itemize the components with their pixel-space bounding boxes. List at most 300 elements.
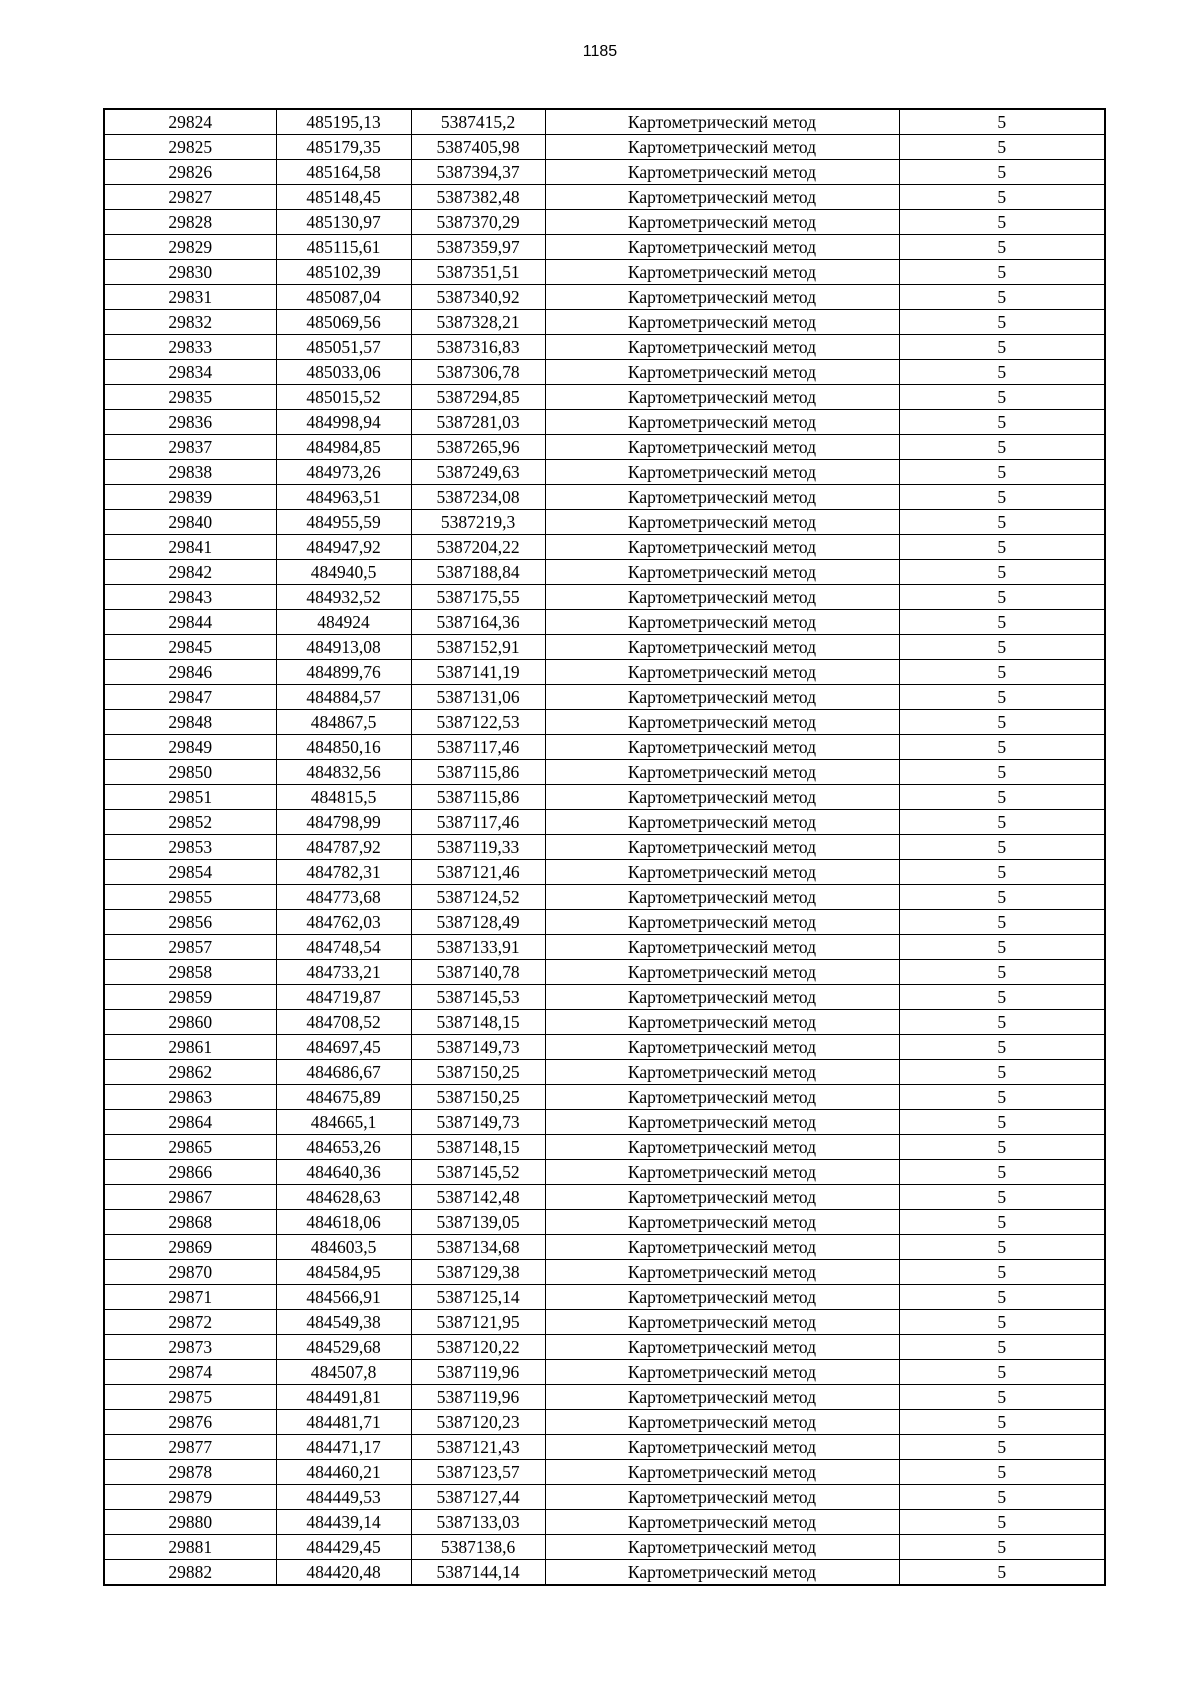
accuracy-cell: 5	[899, 635, 1105, 660]
table-row	[104, 385, 1105, 410]
x-coordinate-cell: 484653,26	[276, 1135, 411, 1160]
method-cell: Картометрический метод	[545, 1135, 899, 1160]
point-number-cell: 29877	[104, 1435, 276, 1460]
table-row	[104, 1385, 1105, 1410]
table-row	[104, 1260, 1105, 1285]
y-coordinate-cell: 5387121,46	[411, 860, 545, 885]
y-coordinate-cell: 5387340,92	[411, 285, 545, 310]
point-number-cell: 29866	[104, 1160, 276, 1185]
method-cell: Картометрический метод	[545, 1010, 899, 1035]
accuracy-cell: 5	[899, 1335, 1105, 1360]
accuracy-cell: 5	[899, 235, 1105, 260]
point-number-cell: 29829	[104, 235, 276, 260]
y-coordinate-cell: 5387139,05	[411, 1210, 545, 1235]
x-coordinate-cell: 484708,52	[276, 1010, 411, 1035]
table-row	[104, 510, 1105, 535]
point-number-cell: 29870	[104, 1260, 276, 1285]
y-coordinate-cell: 5387131,06	[411, 685, 545, 710]
x-coordinate-cell: 484471,17	[276, 1435, 411, 1460]
point-number-cell: 29844	[104, 610, 276, 635]
accuracy-cell: 5	[899, 1485, 1105, 1510]
x-coordinate-cell: 485015,52	[276, 385, 411, 410]
point-number-cell: 29825	[104, 135, 276, 160]
y-coordinate-cell: 5387249,63	[411, 460, 545, 485]
point-number-cell: 29860	[104, 1010, 276, 1035]
method-cell: Картометрический метод	[545, 1360, 899, 1385]
point-number-cell: 29872	[104, 1310, 276, 1335]
y-coordinate-cell: 5387127,44	[411, 1485, 545, 1510]
point-number-cell: 29871	[104, 1285, 276, 1310]
y-coordinate-cell: 5387351,51	[411, 260, 545, 285]
table-row	[104, 210, 1105, 235]
table-row	[104, 360, 1105, 385]
point-number-cell: 29864	[104, 1110, 276, 1135]
point-number-cell: 29849	[104, 735, 276, 760]
y-coordinate-cell: 5387405,98	[411, 135, 545, 160]
x-coordinate-cell: 484618,06	[276, 1210, 411, 1235]
point-number-cell: 29843	[104, 585, 276, 610]
method-cell: Картометрический метод	[545, 635, 899, 660]
x-coordinate-cell: 484675,89	[276, 1085, 411, 1110]
method-cell: Картометрический метод	[545, 685, 899, 710]
table-row	[104, 335, 1105, 360]
accuracy-cell: 5	[899, 310, 1105, 335]
y-coordinate-cell: 5387124,52	[411, 885, 545, 910]
y-coordinate-cell: 5387359,97	[411, 235, 545, 260]
table-row	[104, 1460, 1105, 1485]
method-cell: Картометрический метод	[545, 109, 899, 135]
x-coordinate-cell: 484733,21	[276, 960, 411, 985]
coordinates-table	[103, 108, 1106, 1586]
method-cell: Картометрический метод	[545, 885, 899, 910]
accuracy-cell: 5	[899, 1085, 1105, 1110]
accuracy-cell: 5	[899, 760, 1105, 785]
table-row	[104, 1085, 1105, 1110]
accuracy-cell: 5	[899, 135, 1105, 160]
point-number-cell: 29841	[104, 535, 276, 560]
x-coordinate-cell: 484584,95	[276, 1260, 411, 1285]
method-cell: Картометрический метод	[545, 935, 899, 960]
table-row	[104, 810, 1105, 835]
table-row	[104, 935, 1105, 960]
method-cell: Картометрический метод	[545, 785, 899, 810]
y-coordinate-cell: 5387152,91	[411, 635, 545, 660]
x-coordinate-cell: 484640,36	[276, 1160, 411, 1185]
point-number-cell: 29867	[104, 1185, 276, 1210]
y-coordinate-cell: 5387234,08	[411, 485, 545, 510]
point-number-cell: 29838	[104, 460, 276, 485]
x-coordinate-cell: 484899,76	[276, 660, 411, 685]
y-coordinate-cell: 5387138,6	[411, 1535, 545, 1560]
x-coordinate-cell: 484762,03	[276, 910, 411, 935]
table-row	[104, 135, 1105, 160]
method-cell: Картометрический метод	[545, 435, 899, 460]
x-coordinate-cell: 484787,92	[276, 835, 411, 860]
x-coordinate-cell: 484973,26	[276, 460, 411, 485]
y-coordinate-cell: 5387415,2	[411, 109, 545, 135]
table-row	[104, 710, 1105, 735]
accuracy-cell: 5	[899, 1435, 1105, 1460]
method-cell: Картометрический метод	[545, 1160, 899, 1185]
point-number-cell: 29876	[104, 1410, 276, 1435]
x-coordinate-cell: 484773,68	[276, 885, 411, 910]
accuracy-cell: 5	[899, 435, 1105, 460]
table-row	[104, 109, 1105, 135]
x-coordinate-cell: 485148,45	[276, 185, 411, 210]
accuracy-cell: 5	[899, 560, 1105, 585]
point-number-cell: 29850	[104, 760, 276, 785]
table-row	[104, 1160, 1105, 1185]
accuracy-cell: 5	[899, 985, 1105, 1010]
x-coordinate-cell: 484460,21	[276, 1460, 411, 1485]
method-cell: Картометрический метод	[545, 1060, 899, 1085]
table-row	[104, 1535, 1105, 1560]
x-coordinate-cell: 484491,81	[276, 1385, 411, 1410]
method-cell: Картометрический метод	[545, 235, 899, 260]
accuracy-cell: 5	[899, 1260, 1105, 1285]
x-coordinate-cell: 484566,91	[276, 1285, 411, 1310]
x-coordinate-cell: 484940,5	[276, 560, 411, 585]
point-number-cell: 29851	[104, 785, 276, 810]
accuracy-cell: 5	[899, 160, 1105, 185]
table-row	[104, 885, 1105, 910]
x-coordinate-cell: 484507,8	[276, 1360, 411, 1385]
accuracy-cell: 5	[899, 1235, 1105, 1260]
table-row	[104, 1510, 1105, 1535]
x-coordinate-cell: 484984,85	[276, 435, 411, 460]
table-row	[104, 1135, 1105, 1160]
accuracy-cell: 5	[899, 1285, 1105, 1310]
point-number-cell: 29862	[104, 1060, 276, 1085]
x-coordinate-cell: 484955,59	[276, 510, 411, 535]
accuracy-cell: 5	[899, 1360, 1105, 1385]
y-coordinate-cell: 5387306,78	[411, 360, 545, 385]
x-coordinate-cell: 484697,45	[276, 1035, 411, 1060]
x-coordinate-cell: 485087,04	[276, 285, 411, 310]
y-coordinate-cell: 5387120,22	[411, 1335, 545, 1360]
point-number-cell: 29869	[104, 1235, 276, 1260]
method-cell: Картометрический метод	[545, 1435, 899, 1460]
accuracy-cell: 5	[899, 1460, 1105, 1485]
accuracy-cell: 5	[899, 510, 1105, 535]
accuracy-cell: 5	[899, 460, 1105, 485]
method-cell: Картометрический метод	[545, 1410, 899, 1435]
x-coordinate-cell: 484686,67	[276, 1060, 411, 1085]
table-row	[104, 1485, 1105, 1510]
y-coordinate-cell: 5387281,03	[411, 410, 545, 435]
method-cell: Картометрический метод	[545, 910, 899, 935]
accuracy-cell: 5	[899, 1560, 1105, 1586]
method-cell: Картометрический метод	[545, 960, 899, 985]
accuracy-cell: 5	[899, 735, 1105, 760]
y-coordinate-cell: 5387129,38	[411, 1260, 545, 1285]
accuracy-cell: 5	[899, 1385, 1105, 1410]
y-coordinate-cell: 5387316,83	[411, 335, 545, 360]
method-cell: Картометрический метод	[545, 1185, 899, 1210]
method-cell: Картометрический метод	[545, 260, 899, 285]
method-cell: Картометрический метод	[545, 610, 899, 635]
y-coordinate-cell: 5387204,22	[411, 535, 545, 560]
y-coordinate-cell: 5387150,25	[411, 1060, 545, 1085]
y-coordinate-cell: 5387125,14	[411, 1285, 545, 1310]
y-coordinate-cell: 5387145,52	[411, 1160, 545, 1185]
method-cell: Картометрический метод	[545, 1035, 899, 1060]
y-coordinate-cell: 5387117,46	[411, 810, 545, 835]
x-coordinate-cell: 485115,61	[276, 235, 411, 260]
point-number-cell: 29834	[104, 360, 276, 385]
table-row	[104, 785, 1105, 810]
page-number: 1185	[582, 43, 618, 60]
y-coordinate-cell: 5387164,36	[411, 610, 545, 635]
y-coordinate-cell: 5387175,55	[411, 585, 545, 610]
accuracy-cell: 5	[899, 610, 1105, 635]
method-cell: Картометрический метод	[545, 660, 899, 685]
x-coordinate-cell: 484832,56	[276, 760, 411, 785]
method-cell: Картометрический метод	[545, 1085, 899, 1110]
method-cell: Картометрический метод	[545, 1485, 899, 1510]
table-row	[104, 835, 1105, 860]
table-row	[104, 1210, 1105, 1235]
table-row	[104, 960, 1105, 985]
point-number-cell: 29873	[104, 1335, 276, 1360]
table-row	[104, 635, 1105, 660]
x-coordinate-cell: 485033,06	[276, 360, 411, 385]
table-row	[104, 1060, 1105, 1085]
method-cell: Картометрический метод	[545, 360, 899, 385]
accuracy-cell: 5	[899, 185, 1105, 210]
y-coordinate-cell: 5387370,29	[411, 210, 545, 235]
method-cell: Картометрический метод	[545, 1110, 899, 1135]
y-coordinate-cell: 5387150,25	[411, 1085, 545, 1110]
accuracy-cell: 5	[899, 835, 1105, 860]
x-coordinate-cell: 484947,92	[276, 535, 411, 560]
point-number-cell: 29880	[104, 1510, 276, 1535]
accuracy-cell: 5	[899, 910, 1105, 935]
accuracy-cell: 5	[899, 1060, 1105, 1085]
method-cell: Картометрический метод	[545, 1285, 899, 1310]
y-coordinate-cell: 5387148,15	[411, 1135, 545, 1160]
table-row	[104, 485, 1105, 510]
y-coordinate-cell: 5387141,19	[411, 660, 545, 685]
x-coordinate-cell: 484748,54	[276, 935, 411, 960]
table-row	[104, 985, 1105, 1010]
accuracy-cell: 5	[899, 785, 1105, 810]
method-cell: Картометрический метод	[545, 1260, 899, 1285]
accuracy-cell: 5	[899, 1210, 1105, 1235]
point-number-cell: 29831	[104, 285, 276, 310]
point-number-cell: 29865	[104, 1135, 276, 1160]
point-number-cell: 29839	[104, 485, 276, 510]
point-number-cell: 29868	[104, 1210, 276, 1235]
accuracy-cell: 5	[899, 410, 1105, 435]
accuracy-cell: 5	[899, 1135, 1105, 1160]
table-row	[104, 1335, 1105, 1360]
x-coordinate-cell: 484963,51	[276, 485, 411, 510]
method-cell: Картометрический метод	[545, 985, 899, 1010]
y-coordinate-cell: 5387119,96	[411, 1360, 545, 1385]
point-number-cell: 29847	[104, 685, 276, 710]
table-row	[104, 185, 1105, 210]
y-coordinate-cell: 5387382,48	[411, 185, 545, 210]
point-number-cell: 29859	[104, 985, 276, 1010]
point-number-cell: 29863	[104, 1085, 276, 1110]
point-number-cell: 29875	[104, 1385, 276, 1410]
table-row	[104, 585, 1105, 610]
table-row	[104, 1435, 1105, 1460]
method-cell: Картометрический метод	[545, 1510, 899, 1535]
table-row	[104, 685, 1105, 710]
point-number-cell: 29858	[104, 960, 276, 985]
accuracy-cell: 5	[899, 535, 1105, 560]
x-coordinate-cell: 484481,71	[276, 1410, 411, 1435]
y-coordinate-cell: 5387117,46	[411, 735, 545, 760]
y-coordinate-cell: 5387149,73	[411, 1110, 545, 1135]
accuracy-cell: 5	[899, 660, 1105, 685]
point-number-cell: 29837	[104, 435, 276, 460]
point-number-cell: 29882	[104, 1560, 276, 1586]
accuracy-cell: 5	[899, 1310, 1105, 1335]
table-row	[104, 410, 1105, 435]
method-cell: Картометрический метод	[545, 760, 899, 785]
table-row	[104, 1560, 1105, 1586]
method-cell: Картометрический метод	[545, 335, 899, 360]
method-cell: Картометрический метод	[545, 485, 899, 510]
accuracy-cell: 5	[899, 285, 1105, 310]
y-coordinate-cell: 5387142,48	[411, 1185, 545, 1210]
table-row	[104, 460, 1105, 485]
y-coordinate-cell: 5387140,78	[411, 960, 545, 985]
accuracy-cell: 5	[899, 585, 1105, 610]
point-number-cell: 29854	[104, 860, 276, 885]
method-cell: Картометрический метод	[545, 1310, 899, 1335]
table-row	[104, 1035, 1105, 1060]
x-coordinate-cell: 484932,52	[276, 585, 411, 610]
method-cell: Картометрический метод	[545, 1535, 899, 1560]
table-row	[104, 1010, 1105, 1035]
point-number-cell: 29836	[104, 410, 276, 435]
accuracy-cell: 5	[899, 860, 1105, 885]
accuracy-cell: 5	[899, 210, 1105, 235]
method-cell: Картометрический метод	[545, 410, 899, 435]
point-number-cell: 29832	[104, 310, 276, 335]
point-number-cell: 29828	[104, 210, 276, 235]
y-coordinate-cell: 5387134,68	[411, 1235, 545, 1260]
x-coordinate-cell: 485102,39	[276, 260, 411, 285]
accuracy-cell: 5	[899, 1185, 1105, 1210]
table-row	[104, 310, 1105, 335]
table-row	[104, 260, 1105, 285]
table-row	[104, 160, 1105, 185]
x-coordinate-cell: 484628,63	[276, 1185, 411, 1210]
x-coordinate-cell: 484420,48	[276, 1560, 411, 1586]
method-cell: Картометрический метод	[545, 1335, 899, 1360]
x-coordinate-cell: 484815,5	[276, 785, 411, 810]
point-number-cell: 29824	[104, 109, 276, 135]
method-cell: Картометрический метод	[545, 210, 899, 235]
coordinates-table-body	[104, 109, 1105, 1585]
point-number-cell: 29857	[104, 935, 276, 960]
table-row	[104, 660, 1105, 685]
x-coordinate-cell: 484998,94	[276, 410, 411, 435]
method-cell: Картометрический метод	[545, 1385, 899, 1410]
x-coordinate-cell: 484798,99	[276, 810, 411, 835]
method-cell: Картометрический метод	[545, 585, 899, 610]
accuracy-cell: 5	[899, 810, 1105, 835]
point-number-cell: 29856	[104, 910, 276, 935]
y-coordinate-cell: 5387122,53	[411, 710, 545, 735]
table-row	[104, 535, 1105, 560]
y-coordinate-cell: 5387219,3	[411, 510, 545, 535]
point-number-cell: 29874	[104, 1360, 276, 1385]
method-cell: Картометрический метод	[545, 1235, 899, 1260]
table-row	[104, 1410, 1105, 1435]
x-coordinate-cell: 485069,56	[276, 310, 411, 335]
y-coordinate-cell: 5387120,23	[411, 1410, 545, 1435]
x-coordinate-cell: 484603,5	[276, 1235, 411, 1260]
point-number-cell: 29830	[104, 260, 276, 285]
x-coordinate-cell: 484913,08	[276, 635, 411, 660]
x-coordinate-cell: 484429,45	[276, 1535, 411, 1560]
table-row	[104, 1110, 1105, 1135]
x-coordinate-cell: 484529,68	[276, 1335, 411, 1360]
point-number-cell: 29835	[104, 385, 276, 410]
table-row	[104, 560, 1105, 585]
y-coordinate-cell: 5387115,86	[411, 760, 545, 785]
point-number-cell: 29879	[104, 1485, 276, 1510]
y-coordinate-cell: 5387148,15	[411, 1010, 545, 1035]
point-number-cell: 29861	[104, 1035, 276, 1060]
table-row	[104, 1235, 1105, 1260]
x-coordinate-cell: 484719,87	[276, 985, 411, 1010]
method-cell: Картометрический метод	[545, 385, 899, 410]
point-number-cell: 29846	[104, 660, 276, 685]
y-coordinate-cell: 5387128,49	[411, 910, 545, 935]
point-number-cell: 29855	[104, 885, 276, 910]
accuracy-cell: 5	[899, 335, 1105, 360]
method-cell: Картометрический метод	[545, 1560, 899, 1586]
accuracy-cell: 5	[899, 485, 1105, 510]
method-cell: Картометрический метод	[545, 510, 899, 535]
x-coordinate-cell: 485195,13	[276, 109, 411, 135]
point-number-cell: 29852	[104, 810, 276, 835]
method-cell: Картометрический метод	[545, 460, 899, 485]
y-coordinate-cell: 5387328,21	[411, 310, 545, 335]
method-cell: Картометрический метод	[545, 710, 899, 735]
method-cell: Картометрический метод	[545, 135, 899, 160]
accuracy-cell: 5	[899, 360, 1105, 385]
y-coordinate-cell: 5387115,86	[411, 785, 545, 810]
x-coordinate-cell: 484439,14	[276, 1510, 411, 1535]
x-coordinate-cell: 484884,57	[276, 685, 411, 710]
accuracy-cell: 5	[899, 385, 1105, 410]
table-row	[104, 1185, 1105, 1210]
accuracy-cell: 5	[899, 1535, 1105, 1560]
method-cell: Картометрический метод	[545, 310, 899, 335]
y-coordinate-cell: 5387121,43	[411, 1435, 545, 1460]
x-coordinate-cell: 484665,1	[276, 1110, 411, 1135]
point-number-cell: 29833	[104, 335, 276, 360]
accuracy-cell: 5	[899, 109, 1105, 135]
point-number-cell: 29881	[104, 1535, 276, 1560]
y-coordinate-cell: 5387133,91	[411, 935, 545, 960]
method-cell: Картометрический метод	[545, 835, 899, 860]
accuracy-cell: 5	[899, 1035, 1105, 1060]
y-coordinate-cell: 5387123,57	[411, 1460, 545, 1485]
y-coordinate-cell: 5387119,96	[411, 1385, 545, 1410]
y-coordinate-cell: 5387265,96	[411, 435, 545, 460]
method-cell: Картометрический метод	[545, 285, 899, 310]
accuracy-cell: 5	[899, 885, 1105, 910]
